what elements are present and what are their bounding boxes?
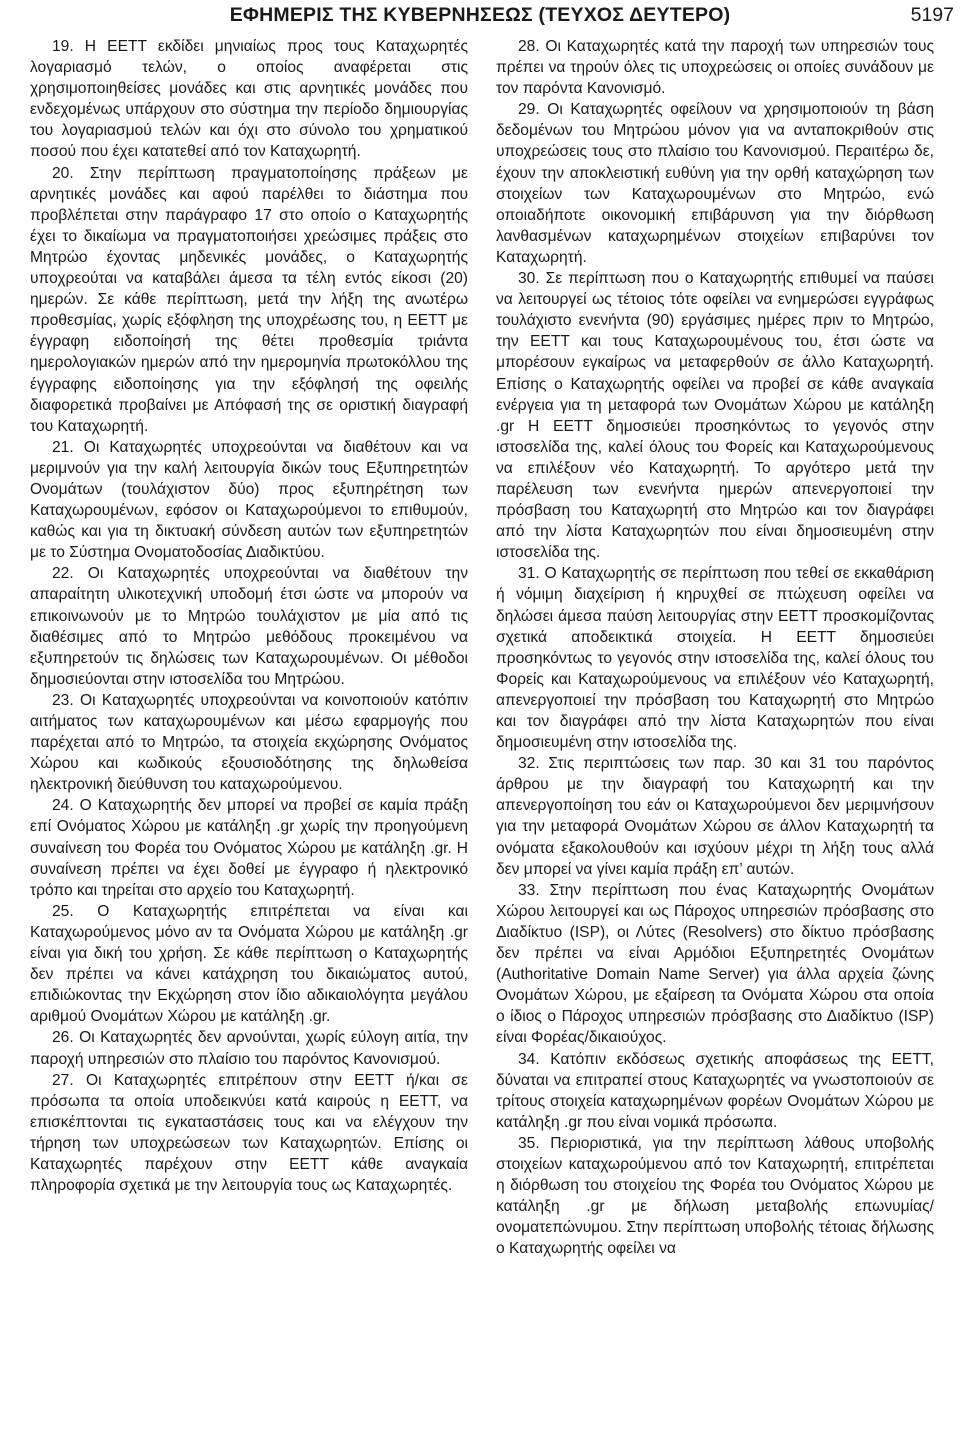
paragraph-23: 23. Οι Καταχωρητές υποχρεούνται να κοινοποιούν κατόπιν αιτήματος των καταχωρουμένων και μέσω εφαρμογής που παρέχεται από το Μητρώο, τα στοιχεία εκχώρησης Ονόματος Χώρου και κωδικούς εξουσιοδότησης της δηλωθείσα ηλεκτρονική διεύθυνση του καταχωρούμενου. <box>30 691 468 794</box>
paragraph-22: 22. Οι Καταχωρητές υποχρεούνται να διαθέτουν την απαραίτητη υλικοτεχνική υποδομή έτσι ώστε να μπορούν να επικοινωνούν με το Μητρώο τουλάχιστον με μία από τις διαθέσιμες από το Μητρώο μεθόδους προκειμένου να εξυπηρετούν τις δηλώσεις των Καταχωρουμένων. Οι μέθοδοι δημοσιεύονται στην ιστοσελίδα του Μητρώου. <box>30 565 468 688</box>
paragraph-30: 30. Σε περίπτωση που ο Καταχωρητής επιθυμεί να παύσει να λειτουργεί ως τέτοιος τότε οφείλει να ενημερώσει εγγράφως τουλάχιστο ενενήντα (90) εργάσιμες ημέρες πριν το Μητρώο, την ΕΕΤΤ και τους Καταχωρουμένους του, έτσι ώστε να μπορέσουν εγκαίρως να μεταφερθούν σε άλλο Καταχωρητή. Επίσης ο Καταχωρητής οφείλει να προβεί σε κάθε αναγκαία ενέργεια για τη μεταφορά των Ονομάτων Χώρου με κατάληξη .gr Η ΕΕΤΤ δημοσιεύει προσηκόντως το γεγονός στην ιστοσελίδα της, καλεί όλους του Φορείς και Καταχωρούμενους να επιλέξουν νέο Καταχωρητή. Το αργότερο μετά την παρέλευση των ενενήντα ημερών απενεργοποιεί την πρόσβαση του Καταχωρητή στο Μητρώο και τον διαγράφει από την λίστα Καταχωρητών που είναι δημοσιευμένη στην ιστοσελίδα της. <box>496 270 934 562</box>
paragraph-33: 33. Στην περίπτωση που ένας Καταχωρητής Ονομάτων Χώρου λειτουργεί και ως Πάροχος υπηρεσιών πρόσβασης στο Διαδίκτυο (ISP), οι Λύτες (Resolvers) στο δίκτυο πρόσβασης δεν πρέπει να είναι Αρμόδιοι Εξυπηρετητές Ονομάτων (Authoritative Domain Name Server) για άλλα αρχεία ζώνης Ονομάτων Χώρου, με εξαίρεση τα Ονόματα Χώρου στα οποία ο ίδιος ο Πάροχος υπηρεσιών πρόσβασης στο Διαδίκτυο (ISP) είναι Φορέας/δικαιούχος. <box>496 881 934 1047</box>
paragraph-27: 27. Οι Καταχωρητές επιτρέπουν στην ΕΕΤΤ ή/και σε πρόσωπα τα οποία υποδεικνύει κατά καιρούς η ΕΕΤΤ, να επισκέπτονται τις εγκαταστάσεις τους και να ελέγχουν την τήρηση των υποχρεώσεων των Καταχωρητών. Επίσης οι Καταχωρητές παρέχουν στην ΕΕΤΤ κάθε αναγκαία πληροφορία σχετικά με την λειτουργία τους ως Καταχωρητές. <box>30 1071 468 1195</box>
paragraph-32: 32. Στις περιπτώσεις των παρ. 30 και 31 του παρόντος άρθρου με την διαγραφή του Καταχωρητή και την απενεργοποίηση του εάν οι Καταχωρούμενοι δεν μεριμνήσουν για την μεταφορά Ονομάτων Χώρου σε άλλον Καταχωρητή τα ονόματα εξακολουθούν και ισχύουν μέχρι τη λήξη τους αλλά δεν μπορεί να γίνει καμία πράξη επ’ αυτών. <box>496 755 934 878</box>
paragraph-21: 21. Οι Καταχωρητές υποχρεούνται να διαθέτουν και να μεριμνούν για την καλή λειτουργία δικών τους Εξυπηρετητών Ονομάτων (τουλάχιστον δύο) προς εξυπηρέτηση των Καταχωρουμένων, εφόσον οι Καταχωρούμενοι το επιθυμούν, καθώς και για τη δικτυακή σύνδεση αυτών των εξυπηρετητών με το Σύστημα Ονοματοδοσίας Διαδικτύου. <box>30 438 468 562</box>
gazette-title: ΕΦΗΜΕΡΙΣ ΤΗΣ ΚΥΒΕΡΝΗΣΕΩΣ (ΤΕΥΧΟΣ ΔΕΥΤΕΡΟ) <box>229 4 731 26</box>
paragraph-35: 35. Περιοριστικά, για την περίπτωση λάθους υποβολής στοιχείων καταχωρούμενου από τον Καταχωρητή, επιτρέπεται η διόρθωση του στοιχείου της Φορέα του Ονόματος Χώρου με κατάληξη .gr με δήλωση μεταβολής επωνυμίας/ονοματεπώνυμου. Στην περίπτωση υποβολής τέτοιας δήλωσης ο Καταχωρητής οφείλει να <box>496 1134 934 1258</box>
page-header <box>0 0 960 32</box>
paragraph-29: 29. Οι Καταχωρητές οφείλουν να χρησιμοποιούν τη βάση δεδομένων του Μητρώου μόνον για να ανταποκριθούν στις υποχρεώσεις τους στο πλαίσιο του Κανονισμού. Περαιτέρω δε, έχουν την αποκλειστική ευθύνη για την ορθή καταχώρηση των στοιχείων των Καταχωρουμένων στο Μητρώο, ενώ οποιαδήποτε οικονομική επιβάρυνση για την διόρθωση λανθασμένων καταχωρημένων στοιχείων επιβαρύνει τον Καταχωρητή. <box>496 101 934 266</box>
right-column <box>496 36 934 1259</box>
left-column <box>30 36 468 1196</box>
paragraph-20: 20. Στην περίπτωση πραγματοποίησης πράξεων με αρνητικές μονάδες και αφού παρέλθει το διάστημα που προβλέπεται στην παράγραφο 17 στο οποίο ο Καταχωρητής έχει το δικαίωμα να πραγματοποιήσει χρεώσιμες πράξεις στο Μητρώο έχοντας μηδενικές μονάδες, ο Καταχωρητής υποχρεούται να καταβάλει άμεσα τα τέλη εντός είκοσι (20) ημερών. Σε κάθε περίπτωση, μετά την λήξη της ανωτέρω προθεσμίας, χωρίς εξόφληση της υποχρέωσης του, η ΕΕΤΤ με έγγραφη ειδοποίησή της θέτει προθεσμία τριάντα ημερολογιακών ημερών από την ημερομηνία πρωτοκόλλου της έγγραφης ειδοποίησης για την εξόφλησή της οφειλής διαφορετικά προβαίνει με Απόφασή της σε οριστική διαγραφή του Καταχωρητή. <box>30 164 468 435</box>
paragraph-24: 24. Ο Καταχωρητής δεν μπορεί να προβεί σε καμία πράξη επί Ονόματος Χώρου με κατάληξη .gr χωρίς την προηγούμενη συναίνεση του Φορέα του Ονόματος Χώρου με κατάληξη .gr. Η συναίνεση πρέπει να έχει δοθεί με έγγραφο ή ηλεκτρονικό τρόπο και τηρείται στο αρχείο του Καταχωρητή. <box>30 797 468 899</box>
page-number: 5197 <box>910 4 954 26</box>
paragraph-26: 26. Οι Καταχωρητές δεν αρνούνται, χωρίς εύλογη αιτία, την παροχή υπηρεσιών στο πλαίσιο του παρόντος Κανονισμού. <box>30 1029 468 1068</box>
paragraph-31: 31. Ο Καταχωρητής σε περίπτωση που τεθεί σε εκκαθάριση ή νόμιμη διαχείριση ή κηρυχθεί σε πτώχευση οφείλει να δηλώσει άμεσα παύση λειτουργίας στην ΕΕΤΤ προσκομίζοντας σχετικά αποδεικτικά στοιχεία. Η ΕΕΤΤ δημοσιεύει προσηκόντως το γεγονός στην ιστοσελίδα της, καλεί όλους του Φορείς και Καταχωρούμενους να επιλέξουν νέο Καταχωρητή, απενεργοποιεί την πρόσβαση του Καταχωρητή στο Μητρώο και τον διαγράφει από την λίστα Καταχωρητών που είναι δημοσιευμένη στην ιστοσελίδα της. <box>496 565 934 752</box>
paragraph-19: 19. Η ΕΕΤΤ εκδίδει μηνιαίως προς τους Καταχωρητές λογαριασμό τελών, ο οποίος αναφέρεται στις χρησιμοποιηθείσες μονάδες και στις αρνητικές μονάδες που ενδεχομένως υπάρχουν στο σύστημα την περίοδο δημιουργίας του λογαριασμού τελών και όχι στο σύνολο του χρηματικού ποσού που έχει κατατεθεί από τον Καταχωρητή. <box>30 38 468 161</box>
paragraph-28: 28. Οι Καταχωρητές κατά την παροχή των υπηρεσιών τους πρέπει να τηρούν όλες τις υποχρεώσεις οι οποίες συνάδουν με τον παρόντα Κανονισμό. <box>496 38 934 98</box>
paragraph-25: 25. Ο Καταχωρητής επιτρέπεται να είναι και Καταχωρούμενος μόνο αν τα Ονόματα Χώρου με κατάληξη .gr είναι για δική του χρήση. Σε κάθε περίπτωση ο Καταχωρητής δεν πρέπει να κάνει κατάχρηση του δικαιώματος αυτού, επιδιώκοντας την Εκχώρηση στον ίδιο αδικαιολόγητα μεγάλου αριθμού Ονομάτων Χώρου με κατάληξη .gr. <box>30 902 468 1026</box>
paragraph-34: 34. Κατόπιν εκδόσεως σχετικής αποφάσεως της ΕΕΤΤ, δύναται να επιτραπεί στους Καταχωρητές να γνωστοποιούν σε τρίτους στοιχεία καταχωρημένων φορέων Ονομάτων Χώρου με κατάληξη .gr που είναι νομικά πρόσωπα. <box>496 1050 934 1131</box>
